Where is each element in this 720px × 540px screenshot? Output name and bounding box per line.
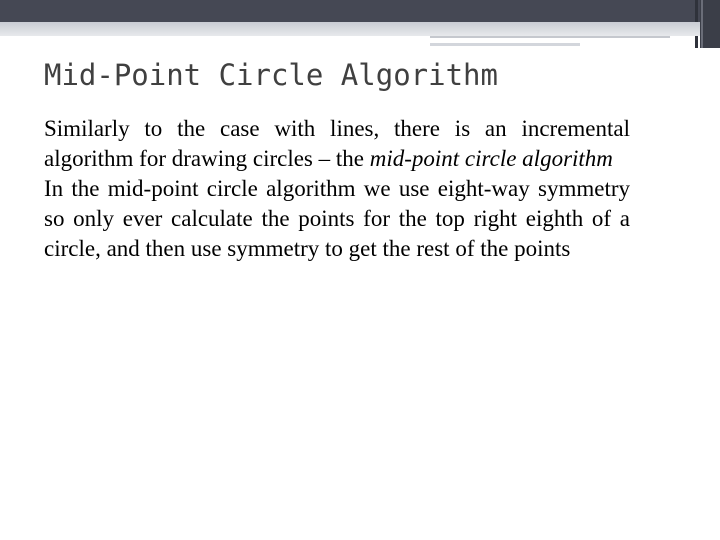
paragraph-text: Similarly to the case with lines, there is an incremental algorithm for drawing circles – the — [44, 116, 630, 171]
slide-body — [44, 114, 630, 264]
emphasized-term: mid-point circle algorithm — [369, 146, 613, 171]
body-paragraph — [44, 114, 630, 174]
header-shadow-band — [0, 22, 700, 36]
header-bar — [0, 0, 720, 22]
header-decor-line — [430, 43, 580, 46]
slide-title: Mid-Point Circle Algorithm — [44, 58, 498, 92]
paragraph-text: In the mid-point circle algorithm we use eight-way symmetry so only ever calculate the points for the top right eighth of a circle, and then use symmetry to get the rest of the points — [44, 176, 630, 261]
header-decor-line — [430, 36, 670, 38]
header-accent-stripe-light — [701, 0, 703, 48]
body-paragraph — [44, 174, 630, 264]
header-accent-block — [700, 0, 720, 48]
